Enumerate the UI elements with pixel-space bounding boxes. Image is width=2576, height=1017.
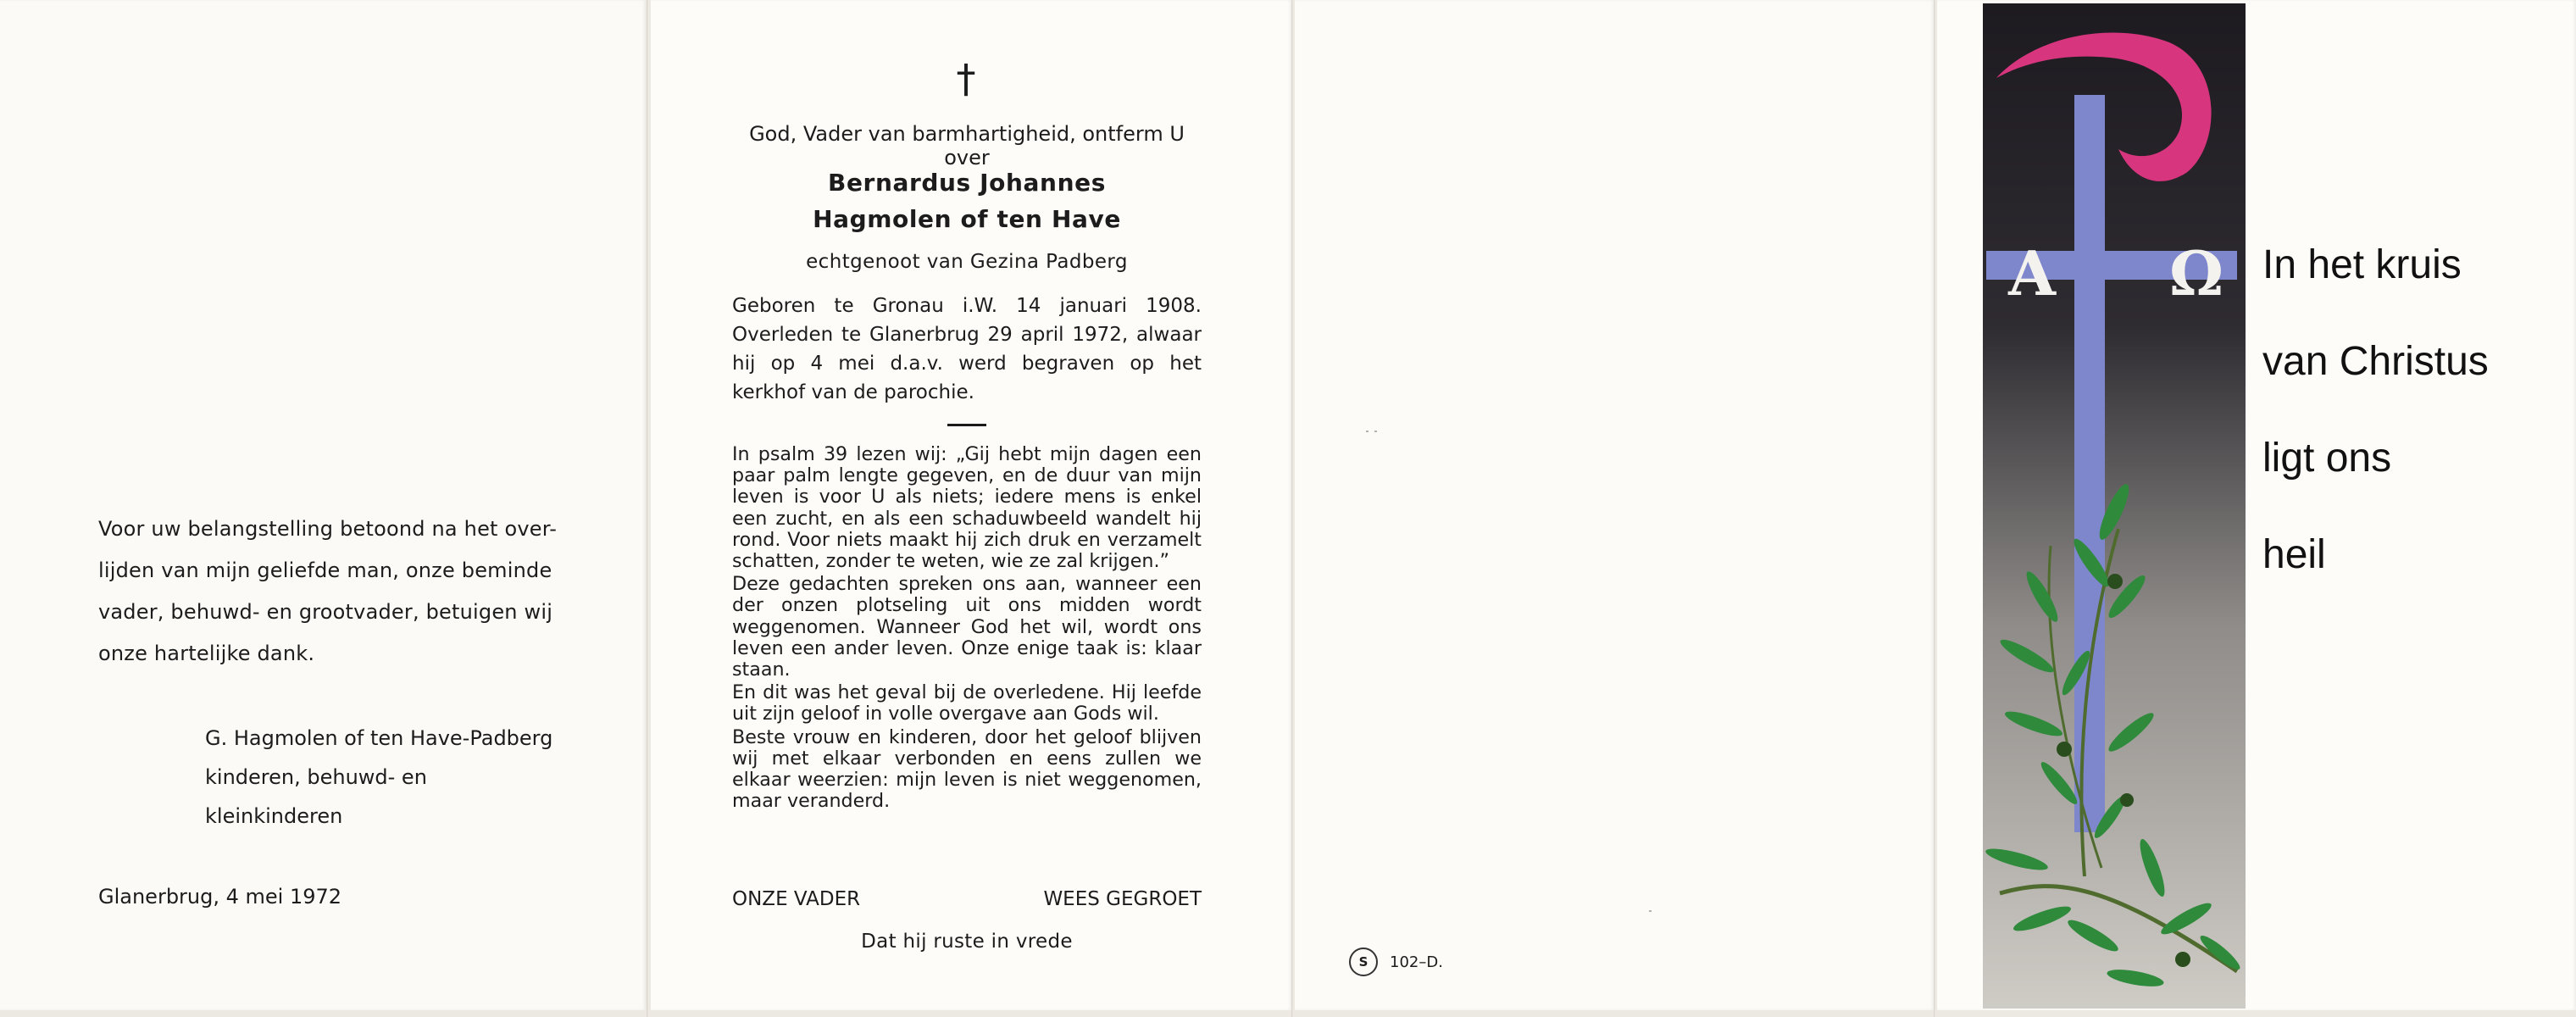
cover-motto xyxy=(2262,217,2568,603)
closing-line: Dat hij ruste in vrede xyxy=(861,931,1073,953)
signer-line: kleinkinderen xyxy=(205,804,343,828)
paper-speck xyxy=(1649,910,1652,912)
meditation-text xyxy=(732,444,1202,814)
thanks-line: vader, behuwd- en grootvader, betuigen wij xyxy=(98,600,553,624)
paper-speck xyxy=(1366,431,1368,432)
motto-line: heil xyxy=(2262,532,2326,577)
motto-line: van Christus xyxy=(2262,339,2489,384)
prayer-left: ONZE VADER xyxy=(732,888,861,910)
prayers xyxy=(732,888,1202,910)
cross-shape-icon xyxy=(2074,95,2105,832)
omega-symbol-icon: Ω xyxy=(2168,237,2224,309)
alpha-symbol-icon: Α xyxy=(2008,237,2056,309)
name-line: Bernardus Johannes xyxy=(828,169,1106,197)
fold-line xyxy=(1291,0,1294,1017)
paragraph: Deze gedachten spreken ons aan, wanneer een der onzen plotseling uit ons midden wordt weggenomen. Wanneer God het wil, wordt ons leven een ander leven. Onze enige taak is: klaar staan. xyxy=(732,573,1202,681)
thanks-text xyxy=(98,508,573,675)
paper-speck xyxy=(1374,431,1377,432)
publisher-logo-icon: S xyxy=(1349,948,1378,976)
signer-line: G. Hagmolen of ten Have-Padberg xyxy=(205,726,553,750)
signer-line: kinderen, behuwd- en xyxy=(205,765,427,789)
paragraph: In psalm 39 lezen wij: „Gij hebt mijn dagen een paar palm lengte gegeven, en de duur van mijn leven is voor U als niets; iedere mens is enkel een zucht, en als een schaduwbeeld wandelt hij rond. Voor niets maakt hij zich druk en verzamelt schatten, zonder te weten, wie ze zal krijgen.” xyxy=(732,443,1202,573)
cross-icon: † xyxy=(956,56,976,102)
signers xyxy=(205,719,595,836)
print-code: 102–D. xyxy=(1390,953,1443,971)
fold-line xyxy=(1934,0,1936,1017)
paragraph: Beste vrouw en kinderen, door het geloof blijven wij met elkaar verbonden en eens zullen we elkaar weerzien: mijn leven is niet weggenomen, maar veranderd. xyxy=(732,725,1202,813)
thanks-line: Voor uw belangstelling betoond na het over- xyxy=(98,517,558,541)
divider xyxy=(947,424,986,426)
birth-death-text: Geboren te Gronau i.W. 14 januari 1908. Overleden te Glanerbrug 29 april 1972, alwaar hij op 4 mei d.a.v. werd begraven op het kerkhof van de parochie. xyxy=(732,295,1202,403)
panel-acknowledgement xyxy=(0,0,646,1010)
thanks-line: lijden van mijn geliefde man, onze beminde xyxy=(98,559,552,582)
deceased-name xyxy=(732,164,1202,237)
paragraph: En dit was het geval bij de overledene. Hij leefde uit zijn geloof in volle overgave aan Gods wil. xyxy=(732,681,1202,725)
fold-line xyxy=(647,0,649,1017)
spouse-line: echtgenoot van Gezina Padberg xyxy=(806,251,1128,273)
place-date: Glanerbrug, 4 mei 1972 xyxy=(98,885,342,909)
cover-artwork xyxy=(1983,3,2246,1009)
motto-line: In het kruis xyxy=(2262,242,2462,287)
printer-code xyxy=(1349,948,1443,976)
panel-back xyxy=(1295,0,1934,1010)
name-line: Hagmolen of ten Have xyxy=(813,205,1121,233)
thanks-line: onze hartelijke dank. xyxy=(98,642,315,665)
prayer-right: WEES GEGROET xyxy=(1043,888,1202,910)
invocation: God, Vader van barmhartigheid, ontferm U over xyxy=(749,122,1185,170)
motto-line: ligt ons xyxy=(2262,436,2392,481)
